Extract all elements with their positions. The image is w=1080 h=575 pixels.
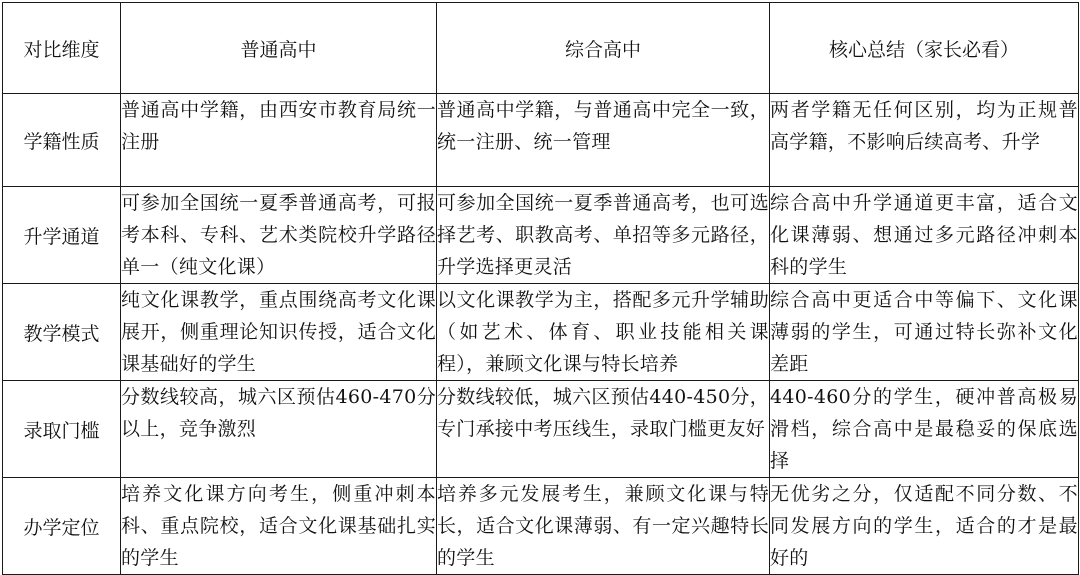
- row-dimension: 办学定位: [3, 478, 121, 575]
- cell-summary: 440-460分的学生，硬冲普高极易滑档，综合高中是最稳妥的保底选择: [770, 381, 1079, 478]
- comparison-table: [2, 2, 1079, 575]
- table-row: [3, 187, 1079, 284]
- header-regular-high-school: 普通高中: [121, 3, 437, 94]
- header-comprehensive-high-school: 综合高中: [437, 3, 770, 94]
- cell-comprehensive: 以文化课教学为主，搭配多元升学辅助（如艺术、体育、职业技能相关课程），兼顾文化课与特长培养: [437, 284, 770, 381]
- cell-comprehensive: 分数线较低，城六区预估440-450分，专门承接中考压线生，录取门槛更友好: [437, 381, 770, 478]
- cell-summary: 综合高中更适合中等偏下、文化课薄弱的学生，可通过特长弥补文化差距: [770, 284, 1079, 381]
- table-row: [3, 284, 1079, 381]
- cell-summary: 综合高中升学通道更丰富，适合文化课薄弱、想通过多元路径冲刺本科的学生: [770, 187, 1079, 284]
- table-row: [3, 478, 1079, 575]
- row-dimension: 升学通道: [3, 187, 121, 284]
- row-dimension: 录取门槛: [3, 381, 121, 478]
- cell-regular: 培养文化课方向考生，侧重冲刺本科、重点院校，适合文化课基础扎实的学生: [121, 478, 437, 575]
- cell-comprehensive: 培养多元发展考生，兼顾文化课与特长，适合文化课薄弱、有一定兴趣特长的学生: [437, 478, 770, 575]
- row-dimension: 学籍性质: [3, 94, 121, 187]
- cell-regular: 分数线较高，城六区预估460-470分以上，竞争激烈: [121, 381, 437, 478]
- cell-comprehensive: 可参加全国统一夏季普通高考，也可选择艺考、职教高考、单招等多元路径，升学选择更灵活: [437, 187, 770, 284]
- row-dimension: 教学模式: [3, 284, 121, 381]
- table-row: [3, 381, 1079, 478]
- header-dimension: 对比维度: [3, 3, 121, 94]
- table-row: [3, 94, 1079, 187]
- cell-regular: 普通高中学籍，由西安市教育局统一注册: [121, 94, 437, 187]
- cell-summary: 无优劣之分，仅适配不同分数、不同发展方向的学生，适合的才是最好的: [770, 478, 1079, 575]
- cell-regular: 纯文化课教学，重点围绕高考文化课展开，侧重理论知识传授，适合文化课基础好的学生: [121, 284, 437, 381]
- table-header-row: [3, 3, 1079, 94]
- cell-regular: 可参加全国统一夏季普通高考，可报考本科、专科、艺术类院校升学路径单一（纯文化课）: [121, 187, 437, 284]
- cell-summary: 两者学籍无任何区别，均为正规普高学籍，不影响后续高考、升学: [770, 94, 1079, 187]
- cell-comprehensive: 普通高中学籍，与普通高中完全一致，统一注册、统一管理: [437, 94, 770, 187]
- header-core-summary: 核心总结（家长必看）: [770, 3, 1079, 94]
